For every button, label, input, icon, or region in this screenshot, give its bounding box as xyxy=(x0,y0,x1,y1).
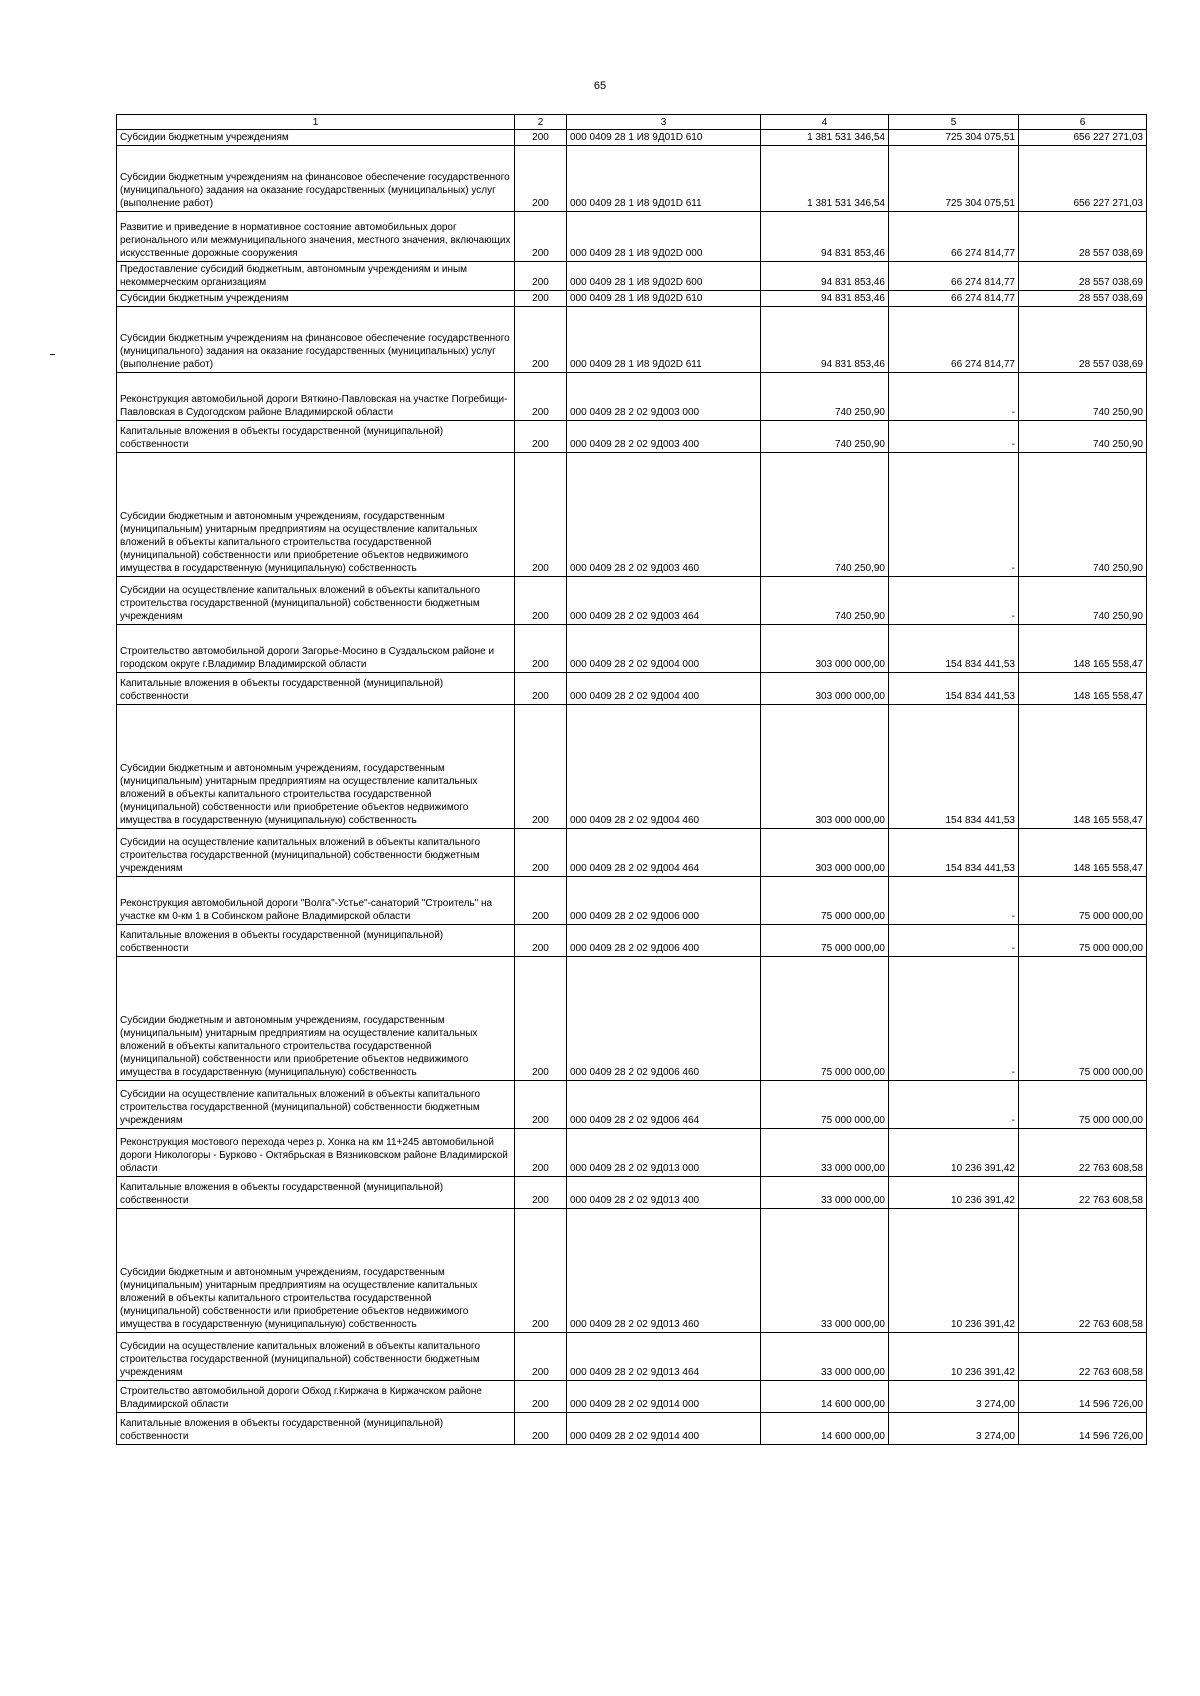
row-classification-code: 000 0409 28 2 02 9Д004 000 xyxy=(567,625,761,673)
row-classification-code: 000 0409 28 2 02 9Д004 464 xyxy=(567,829,761,877)
row-section-code: 200 xyxy=(515,1333,567,1381)
row-value-col6: 656 227 271,03 xyxy=(1019,130,1147,146)
row-classification-code: 000 0409 28 1 И8 9Д02D 611 xyxy=(567,307,761,373)
row-section-code: 200 xyxy=(515,146,567,212)
row-name: Капитальные вложения в объекты государственной (муниципальной) собственности xyxy=(117,925,515,957)
row-value-col6: 75 000 000,00 xyxy=(1019,957,1147,1081)
row-value-col4: 75 000 000,00 xyxy=(761,925,889,957)
table-row xyxy=(117,577,1147,625)
row-section-code: 200 xyxy=(515,705,567,829)
table-row xyxy=(117,1209,1147,1333)
row-section-code: 200 xyxy=(515,307,567,373)
row-value-col5: - xyxy=(889,373,1019,421)
row-classification-code: 000 0409 28 2 02 9Д003 464 xyxy=(567,577,761,625)
row-value-col4: 33 000 000,00 xyxy=(761,1177,889,1209)
row-value-col6: 22 763 608,58 xyxy=(1019,1129,1147,1177)
row-value-col5: - xyxy=(889,1081,1019,1129)
row-value-col4: 33 000 000,00 xyxy=(761,1333,889,1381)
row-name: Капитальные вложения в объекты государственной (муниципальной) собственности xyxy=(117,421,515,453)
row-value-col5: - xyxy=(889,421,1019,453)
row-section-code: 200 xyxy=(515,625,567,673)
row-classification-code: 000 0409 28 2 02 9Д006 460 xyxy=(567,957,761,1081)
row-classification-code: 000 0409 28 2 02 9Д003 000 xyxy=(567,373,761,421)
row-section-code: 200 xyxy=(515,957,567,1081)
row-section-code: 200 xyxy=(515,577,567,625)
row-classification-code: 000 0409 28 2 02 9Д003 400 xyxy=(567,421,761,453)
row-value-col5: 154 834 441,53 xyxy=(889,673,1019,705)
table-row xyxy=(117,212,1147,262)
row-section-code: 200 xyxy=(515,453,567,577)
row-section-code: 200 xyxy=(515,373,567,421)
row-classification-code: 000 0409 28 2 02 9Д004 460 xyxy=(567,705,761,829)
row-value-col6: 148 165 558,47 xyxy=(1019,705,1147,829)
row-section-code: 200 xyxy=(515,1129,567,1177)
row-section-code: 200 xyxy=(515,1177,567,1209)
row-classification-code: 000 0409 28 1 И8 9Д01D 610 xyxy=(567,130,761,146)
table-row xyxy=(117,1081,1147,1129)
table-row xyxy=(117,146,1147,212)
row-value-col4: 1 381 531 346,54 xyxy=(761,146,889,212)
row-value-col5: - xyxy=(889,453,1019,577)
row-value-col6: 740 250,90 xyxy=(1019,577,1147,625)
row-name: Субсидии на осуществление капитальных вложений в объекты капитального строительства государственной (муниципальной) собственности бюджетным учреждениям xyxy=(117,577,515,625)
table-row xyxy=(117,829,1147,877)
row-name: Субсидии бюджетным и автономным учреждениям, государственным (муниципальным) унитарным предприятиям на осуществление капитальных вложений в объекты капитального строительства государственной (муниципальной) собственности или приобретение объектов недвижимого имущества в государственную (муниципальную) собственность xyxy=(117,957,515,1081)
row-value-col6: 28 557 038,69 xyxy=(1019,307,1147,373)
row-value-col4: 740 250,90 xyxy=(761,577,889,625)
row-section-code: 200 xyxy=(515,1209,567,1333)
row-name: Реконструкция мостового перехода через р. Хонка на км 11+245 автомобильной дороги Никологоры - Бурково - Октябрьская в Вязниковском районе Владимирской области xyxy=(117,1129,515,1177)
row-value-col6: 656 227 271,03 xyxy=(1019,146,1147,212)
row-value-col6: 22 763 608,58 xyxy=(1019,1177,1147,1209)
header-col-5: 5 xyxy=(889,115,1019,130)
row-section-code: 200 xyxy=(515,130,567,146)
row-value-col5: 10 236 391,42 xyxy=(889,1177,1019,1209)
row-value-col5: 725 304 075,51 xyxy=(889,130,1019,146)
header-col-1: 1 xyxy=(117,115,515,130)
row-value-col5: 725 304 075,51 xyxy=(889,146,1019,212)
table-row xyxy=(117,925,1147,957)
row-name: Субсидии бюджетным учреждениям xyxy=(117,291,515,307)
row-name: Капитальные вложения в объекты государственной (муниципальной) собственности xyxy=(117,1413,515,1445)
row-value-col5: 3 274,00 xyxy=(889,1413,1019,1445)
row-name: Субсидии бюджетным и автономным учреждениям, государственным (муниципальным) унитарным предприятиям на осуществление капитальных вложений в объекты капитального строительства государственной (муниципальной) собственности или приобретение объектов недвижимого имущества в государственную (муниципальную) собственность xyxy=(117,705,515,829)
table-row xyxy=(117,1381,1147,1413)
table-row xyxy=(117,421,1147,453)
row-value-col4: 1 381 531 346,54 xyxy=(761,130,889,146)
row-value-col4: 75 000 000,00 xyxy=(761,957,889,1081)
row-name: Субсидии бюджетным учреждениям на финансовое обеспечение государственного (муниципального) задания на оказание государственных (муниципальных) услуг (выполнение работ) xyxy=(117,307,515,373)
header-col-2: 2 xyxy=(515,115,567,130)
row-value-col4: 75 000 000,00 xyxy=(761,877,889,925)
row-value-col5: 154 834 441,53 xyxy=(889,625,1019,673)
row-name: Развитие и приведение в нормативное состояние автомобильных дорог регионального или межмуниципального значения, местного значения, включающих искусственные дорожные сооружения xyxy=(117,212,515,262)
row-value-col5: 10 236 391,42 xyxy=(889,1209,1019,1333)
row-value-col6: 148 165 558,47 xyxy=(1019,625,1147,673)
row-classification-code: 000 0409 28 2 02 9Д003 460 xyxy=(567,453,761,577)
table-row xyxy=(117,877,1147,925)
row-value-col6: 740 250,90 xyxy=(1019,453,1147,577)
row-value-col4: 303 000 000,00 xyxy=(761,673,889,705)
table-row xyxy=(117,705,1147,829)
header-col-6: 6 xyxy=(1019,115,1147,130)
row-name: Субсидии бюджетным и автономным учреждениям, государственным (муниципальным) унитарным предприятиям на осуществление капитальных вложений в объекты капитального строительства государственной (муниципальной) собственности или приобретение объектов недвижимого имущества в государственную (муниципальную) собственность xyxy=(117,1209,515,1333)
row-classification-code: 000 0409 28 2 02 9Д006 000 xyxy=(567,877,761,925)
row-value-col4: 94 831 853,46 xyxy=(761,291,889,307)
row-value-col4: 303 000 000,00 xyxy=(761,705,889,829)
row-value-col6: 75 000 000,00 xyxy=(1019,925,1147,957)
row-value-col5: 10 236 391,42 xyxy=(889,1129,1019,1177)
table-row xyxy=(117,957,1147,1081)
row-section-code: 200 xyxy=(515,291,567,307)
table-row xyxy=(117,130,1147,146)
row-value-col4: 740 250,90 xyxy=(761,421,889,453)
row-value-col6: 14 596 726,00 xyxy=(1019,1381,1147,1413)
row-classification-code: 000 0409 28 2 02 9Д014 000 xyxy=(567,1381,761,1413)
row-section-code: 200 xyxy=(515,1081,567,1129)
table-row xyxy=(117,1177,1147,1209)
table-row xyxy=(117,1413,1147,1445)
row-section-code: 200 xyxy=(515,1413,567,1445)
table-row xyxy=(117,1333,1147,1381)
table-row xyxy=(117,673,1147,705)
header-col-4: 4 xyxy=(761,115,889,130)
row-value-col6: 28 557 038,69 xyxy=(1019,212,1147,262)
table-row xyxy=(117,625,1147,673)
row-section-code: 200 xyxy=(515,877,567,925)
row-name: Субсидии бюджетным учреждениям xyxy=(117,130,515,146)
row-classification-code: 000 0409 28 1 И8 9Д01D 611 xyxy=(567,146,761,212)
row-value-col6: 148 165 558,47 xyxy=(1019,673,1147,705)
row-classification-code: 000 0409 28 2 02 9Д006 400 xyxy=(567,925,761,957)
row-value-col5: - xyxy=(889,877,1019,925)
row-value-col6: 28 557 038,69 xyxy=(1019,291,1147,307)
row-value-col6: 22 763 608,58 xyxy=(1019,1209,1147,1333)
table-row xyxy=(117,291,1147,307)
row-section-code: 200 xyxy=(515,829,567,877)
row-value-col4: 94 831 853,46 xyxy=(761,262,889,291)
header-col-3: 3 xyxy=(567,115,761,130)
row-value-col5: 66 274 814,77 xyxy=(889,307,1019,373)
row-value-col5: 66 274 814,77 xyxy=(889,212,1019,262)
row-value-col5: 154 834 441,53 xyxy=(889,829,1019,877)
row-name: Субсидии бюджетным и автономным учреждениям, государственным (муниципальным) унитарным предприятиям на осуществление капитальных вложений в объекты капитального строительства государственной (муниципальной) собственности или приобретение объектов недвижимого имущества в государственную (муниципальную) собственность xyxy=(117,453,515,577)
row-section-code: 200 xyxy=(515,673,567,705)
row-value-col4: 75 000 000,00 xyxy=(761,1081,889,1129)
row-value-col5: 66 274 814,77 xyxy=(889,262,1019,291)
row-value-col4: 740 250,90 xyxy=(761,453,889,577)
row-value-col4: 33 000 000,00 xyxy=(761,1209,889,1333)
row-name: Субсидии бюджетным учреждениям на финансовое обеспечение государственного (муниципального) задания на оказание государственных (муниципальных) услуг (выполнение работ) xyxy=(117,146,515,212)
scan-mark xyxy=(50,354,55,355)
budget-table xyxy=(116,114,1147,1445)
row-value-col6: 14 596 726,00 xyxy=(1019,1413,1147,1445)
row-classification-code: 000 0409 28 1 И8 9Д02D 600 xyxy=(567,262,761,291)
row-value-col4: 303 000 000,00 xyxy=(761,829,889,877)
row-value-col4: 303 000 000,00 xyxy=(761,625,889,673)
row-classification-code: 000 0409 28 2 02 9Д013 464 xyxy=(567,1333,761,1381)
row-value-col6: 22 763 608,58 xyxy=(1019,1333,1147,1381)
row-classification-code: 000 0409 28 2 02 9Д004 400 xyxy=(567,673,761,705)
row-name: Предоставление субсидий бюджетным, автономным учреждениям и иным некоммерческим организациям xyxy=(117,262,515,291)
row-name: Реконструкция автомобильной дороги "Волга"-Устье"-санаторий "Строитель" на участке км 0-км 1 в Собинском районе Владимирской области xyxy=(117,877,515,925)
row-value-col6: 75 000 000,00 xyxy=(1019,1081,1147,1129)
row-classification-code: 000 0409 28 2 02 9Д006 464 xyxy=(567,1081,761,1129)
row-classification-code: 000 0409 28 1 И8 9Д02D 610 xyxy=(567,291,761,307)
row-name: Строительство автомобильной дороги Загорье-Мосино в Суздальском районе и городском округе г.Владимир Владимирской области xyxy=(117,625,515,673)
row-classification-code: 000 0409 28 1 И8 9Д02D 000 xyxy=(567,212,761,262)
row-value-col4: 94 831 853,46 xyxy=(761,307,889,373)
row-value-col6: 740 250,90 xyxy=(1019,421,1147,453)
row-value-col5: - xyxy=(889,957,1019,1081)
row-classification-code: 000 0409 28 2 02 9Д014 400 xyxy=(567,1413,761,1445)
row-value-col6: 740 250,90 xyxy=(1019,373,1147,421)
table-row xyxy=(117,373,1147,421)
row-value-col6: 148 165 558,47 xyxy=(1019,829,1147,877)
row-section-code: 200 xyxy=(515,421,567,453)
row-name: Строительство автомобильной дороги Обход г.Киржача в Киржачском районе Владимирской области xyxy=(117,1381,515,1413)
row-classification-code: 000 0409 28 2 02 9Д013 400 xyxy=(567,1177,761,1209)
table-body xyxy=(117,130,1147,1445)
row-value-col5: - xyxy=(889,925,1019,957)
row-value-col4: 14 600 000,00 xyxy=(761,1413,889,1445)
row-section-code: 200 xyxy=(515,925,567,957)
row-value-col6: 75 000 000,00 xyxy=(1019,877,1147,925)
table-row xyxy=(117,453,1147,577)
page-number: 65 xyxy=(593,80,607,92)
row-section-code: 200 xyxy=(515,1381,567,1413)
table-row xyxy=(117,1129,1147,1177)
row-value-col5: 66 274 814,77 xyxy=(889,291,1019,307)
row-value-col6: 28 557 038,69 xyxy=(1019,262,1147,291)
row-section-code: 200 xyxy=(515,212,567,262)
row-name: Субсидии на осуществление капитальных вложений в объекты капитального строительства государственной (муниципальной) собственности бюджетным учреждениям xyxy=(117,1333,515,1381)
row-value-col4: 33 000 000,00 xyxy=(761,1129,889,1177)
row-section-code: 200 xyxy=(515,262,567,291)
row-value-col4: 740 250,90 xyxy=(761,373,889,421)
row-value-col4: 14 600 000,00 xyxy=(761,1381,889,1413)
row-value-col5: 3 274,00 xyxy=(889,1381,1019,1413)
row-value-col5: 10 236 391,42 xyxy=(889,1333,1019,1381)
table-row xyxy=(117,262,1147,291)
row-value-col4: 94 831 853,46 xyxy=(761,212,889,262)
row-name: Субсидии на осуществление капитальных вложений в объекты капитального строительства государственной (муниципальной) собственности бюджетным учреждениям xyxy=(117,829,515,877)
row-name: Капитальные вложения в объекты государственной (муниципальной) собственности xyxy=(117,1177,515,1209)
row-name: Субсидии на осуществление капитальных вложений в объекты капитального строительства государственной (муниципальной) собственности бюджетным учреждениям xyxy=(117,1081,515,1129)
header-row xyxy=(117,115,1147,130)
table-row xyxy=(117,307,1147,373)
row-value-col5: - xyxy=(889,577,1019,625)
row-value-col5: 154 834 441,53 xyxy=(889,705,1019,829)
row-classification-code: 000 0409 28 2 02 9Д013 460 xyxy=(567,1209,761,1333)
row-classification-code: 000 0409 28 2 02 9Д013 000 xyxy=(567,1129,761,1177)
row-name: Реконструкция автомобильной дороги Вяткино-Павловская на участке Погребищи-Павловская в Судогодском районе Владимирской области xyxy=(117,373,515,421)
row-name: Капитальные вложения в объекты государственной (муниципальной) собственности xyxy=(117,673,515,705)
